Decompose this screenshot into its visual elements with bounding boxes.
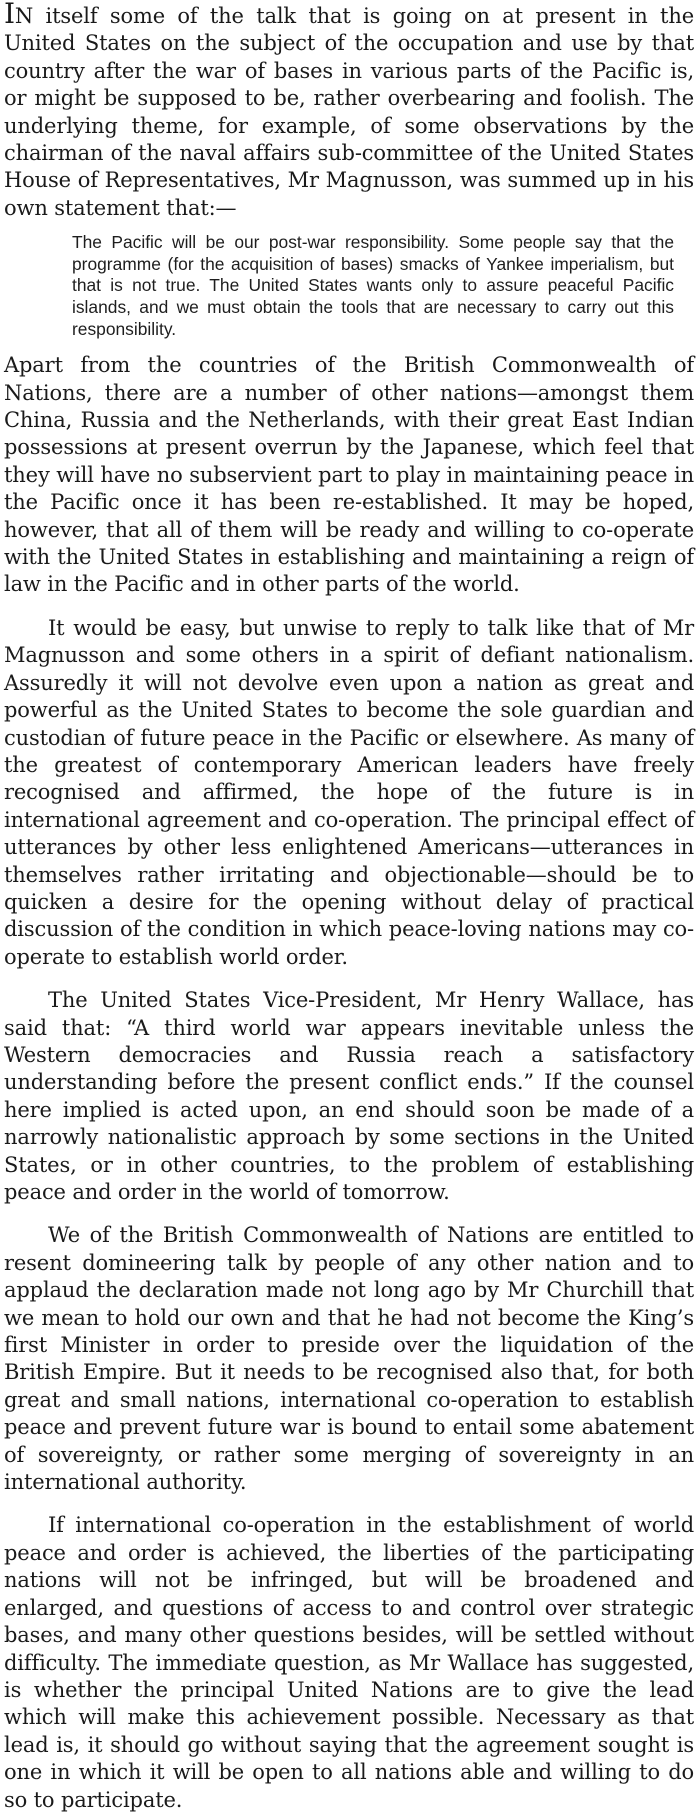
quoted-statement: The Pacific will be our post-war responsibility. Some people say that the programme (for the acquisition of bases) smacks of Yankee imperialism, but that is not true. The United States wants only to assure peaceful Pacific islands, and we must obtain the tools that are necessary to carry out this responsibility.: [72, 232, 674, 339]
article-paragraph-2: Apart from the countries of the British Commonwealth of Nations, there are a number of other nations—amongst them China, Russia and the Netherlands, with their great East Indian possessions at present overrun by the Japanese, which feel that they will have no subservient part to play in maintaining peace in the Pacific once it has been re-established. It may be hoped, however, that all of them will be ready and willing to co-operate with the United States in establishing and maintaining a reign of law in the Pacific and in other parts of the world.: [4, 353, 694, 597]
paragraph-spacer: [4, 1496, 694, 1512]
paragraph-spacer: [4, 1206, 694, 1222]
article-paragraph-1: IN itself some of the talk that is going on at present in the United States on the subject of the occupation and use by that country after the war of bases in various parts of the Pacific is, or might be supposed to be, rather overbearing and foolish. The underlying theme, for example, of some observations by the chairman of the naval affairs sub-committee of the United States House of Representatives, Mr Magnusson, was summed up in his own statement that:—: [4, 0, 694, 220]
paragraph-spacer: [4, 971, 694, 987]
paragraph-spacer: [4, 599, 694, 615]
article-paragraph-4: The United States Vice-President, Mr Henry Wallace, has said that: “A third world war appears inevitable unless the Western democracies and Russia reach a satisfactory understanding before the present conflict ends.” If the counsel here implied is acted upon, an end should soon be made of a narrowly nationalistic approach by some sections in the United States, or in other countries, to the problem of establishing peace and order in the world of tomorrow.: [4, 988, 694, 1204]
article: [4, 0, 694, 1814]
article-paragraph-5: We of the British Commonwealth of Nations are entitled to resent domineering talk by people of any other nation and to applaud the declaration made not long ago by Mr Churchill that we mean to hold our own and that he had not become the King’s first Minister in order to preside over the liquidation of the British Empire. But it needs to be recognised also that, for both great and small nations, international co-operation to establish peace and prevent future war is bound to entail some abatement of sovereignty, or rather some merging of sovereignty in an international authority.: [4, 1223, 694, 1495]
article-paragraph-3: It would be easy, but unwise to reply to talk like that of Mr Magnusson and some others in a spirit of defiant nationalism. Assuredly it will not devolve even upon a nation as great and powerful as the United States to become the sole guardian and custodian of future peace in the Pacific or elsewhere. As many of the greatest of contemporary American leaders have freely recognised and affirmed, the hope of the future is in international agreement and co-operation. The principal effect of utterances by other less enlightened Americans—utterances in themselves rather irritating and objectionable—should be to quicken a desire for the opening without delay of practical discussion of the condition in which peace-loving nations may co-operate to establish world order.: [4, 615, 694, 969]
article-paragraph-6: If international co-operation in the establishment of world peace and order is achieved, the liberties of the participating nations will not be infringed, but will be broadened and enlarged, and questions of access to and control over strategic bases, and many other questions besides, will be settled without difficulty. The immediate question, as Mr Wallace has suggested, is whether the principal United Nations are to give the lead which will make this achievement possible. Necessary as that lead is, it should go without saying that the agreement sought is one in which it will be open to all nations able and willing to do so to participate.: [4, 1513, 694, 1812]
